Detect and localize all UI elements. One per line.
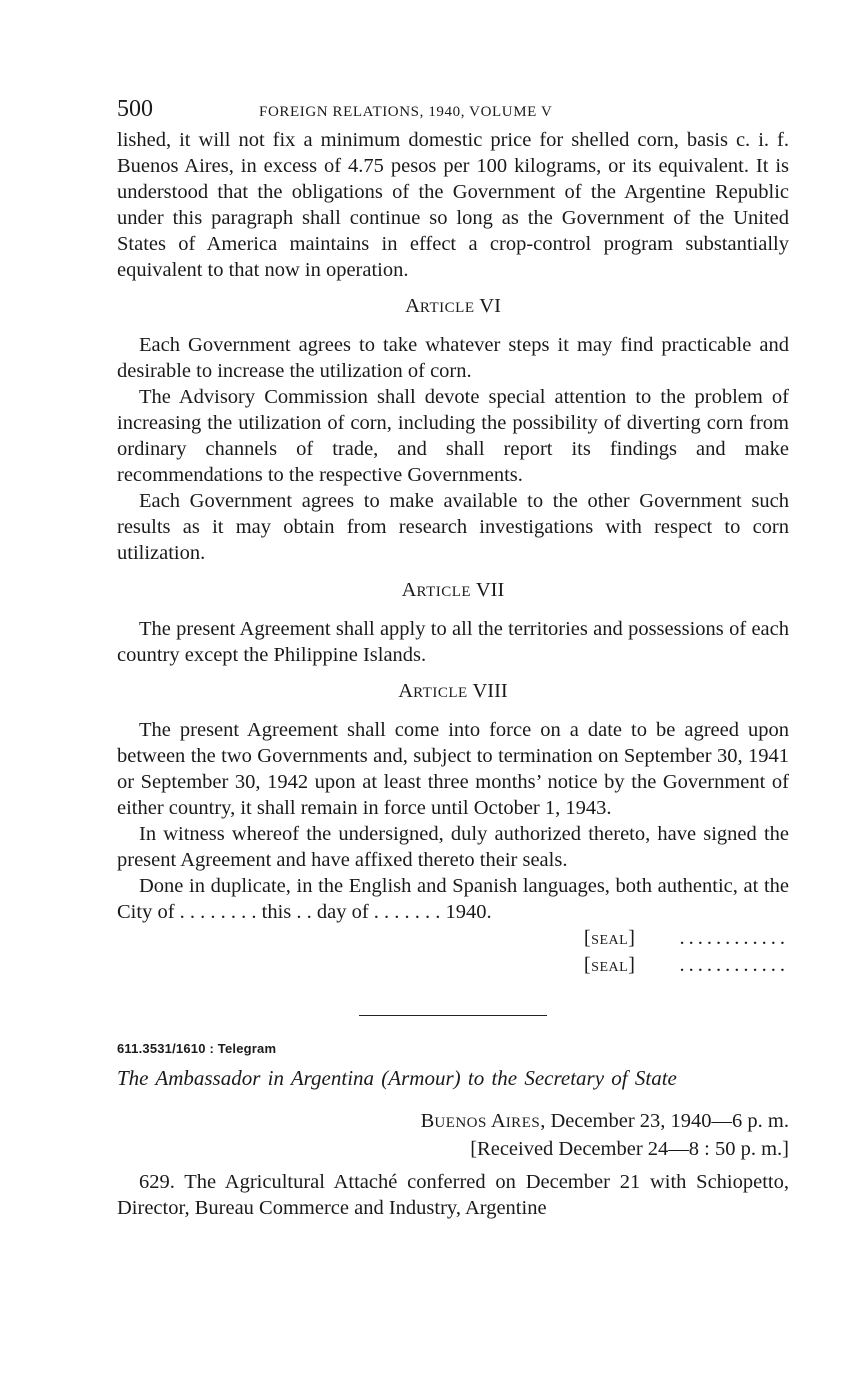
telegram-body: 629. The Agricultural Attaché conferred on December 21 with Schiopetto, Director, Bureau Commerce and Industry, Argentine — [117, 1170, 789, 1219]
page-header — [117, 96, 789, 128]
document-id: 611.3531/1610 : Telegram — [117, 1040, 277, 1056]
running-title: FOREIGN RELATIONS, 1940, VOLUME V — [259, 104, 553, 120]
article-6-paragraph-3: Each Government agrees to make available to the other Government such results as it may obtain from research investigations with respect to corn utilization. — [117, 489, 789, 564]
article-7-heading: ARTICLE VII — [401, 578, 505, 601]
continuation-paragraph: lished, it will not fix a minimum domestic price for shelled corn, basis c. i. f. Buenos Aires, in excess of 4.75 pesos per 100 kilograms, or its equivalent. It is understood that the obligations of the Government of the Argentine Republic under this paragraph shall continue so long as the Government of the United States of America maintains in effect a crop-control program substantially equivalent to that now in operation. — [117, 129, 789, 281]
seal-line-1 — [117, 926, 789, 954]
seal-label: [SEAL] — [583, 954, 636, 977]
article-7-paragraph-1: The present Agreement shall apply to all the territories and possessions of each country except the Philippine Islands. — [117, 617, 789, 666]
article-8-heading: ARTICLE VIII — [398, 680, 508, 703]
article-8-paragraph-3: Done in duplicate, in the English and Spanish languages, both authentic, at the City of . . . . . . . . this . . day of . . . . . . . 1940. — [117, 874, 789, 923]
article-8-paragraph-2: In witness whereof the undersigned, duly authorized thereto, have signed the present Agreement and have affixed thereto their seals. — [117, 823, 789, 871]
page-number: 500 — [117, 96, 153, 122]
section-divider — [359, 1015, 547, 1016]
document-page — [117, 96, 789, 1221]
seal-line-2 — [117, 953, 789, 981]
signature-dots: ............ — [679, 926, 789, 949]
seal-label: [SEAL] — [583, 926, 636, 949]
article-8-paragraph-1: The present Agreement shall come into force on a date to be agreed upon between the two Governments and, subject to termination on September 30, 1941 or September 30, 1942 upon at least three months’ notice by the Government of either country, it shall remain in force until October 1, 1943. — [117, 719, 789, 820]
article-6-paragraph-2: The Advisory Commission shall devote special attention to the problem of increasing the utilization of corn, including the possibility of diverting corn from ordinary channels of trade, and shall report its findings and make recommendations to the respective Governments. — [117, 386, 789, 486]
signature-dots: ............ — [679, 954, 789, 977]
telegram-title: The Ambassador in Argentina (Armour) to the Secretary of State — [117, 1065, 677, 1090]
received-line: [Received December 24—8 : 50 p. m.] — [470, 1137, 789, 1160]
article-6-heading: ARTICLE VI — [405, 295, 501, 318]
dateline: BUENOS AIRES, December 23, 1940—6 p. m. — [420, 1109, 789, 1132]
article-6-paragraph-1: Each Government agrees to take whatever steps it may find practicable and desirable to increase the utilization of corn. — [117, 334, 789, 383]
